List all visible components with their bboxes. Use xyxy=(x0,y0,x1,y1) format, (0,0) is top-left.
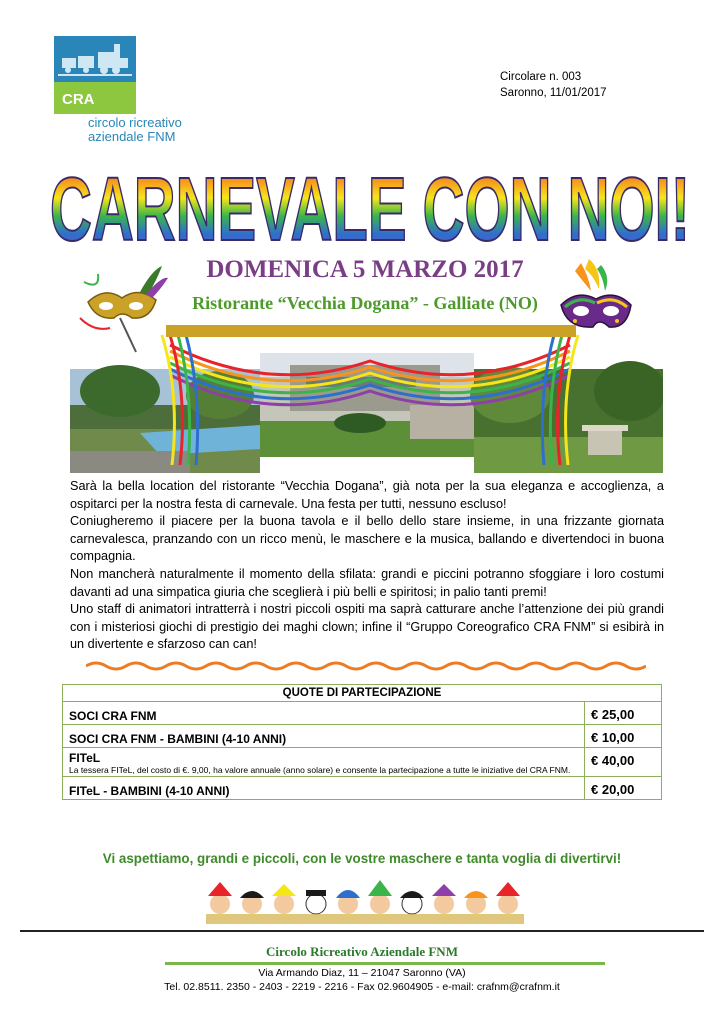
description-paragraph-1: Sarà la bella location del ristorante “Vecchia Dogana”, già nota per la sua eleganza e accoglienza, a ospitarci per la nostra festa di carnevale. Una festa per tutti, nessuno escluso! xyxy=(70,479,664,511)
footer-organization: Circolo Ricreativo Aziendale FNM xyxy=(266,944,458,959)
description-paragraph-3: Non mancherà naturalmente il momento della sfilata: grandi e piccini potranno sfoggiare i loro costumi davanti ad una simpatica giuria che sceglierà i più belli e spiritosi; in palio tanti premi! xyxy=(70,566,664,599)
event-title xyxy=(40,158,700,250)
price-row-note: La tessera FITeL, del costo di €. 9,00, ha valore annuale (anno solare) e consente la partecipazione a tutte le iniziative del CRA FNM. xyxy=(69,765,571,775)
price-row-label: FITeL - BAMBINI (4-10 ANNI) xyxy=(63,777,585,800)
description-paragraph-4: Uno staff di animatori intratterrà i nostri piccoli ospiti ma saprà catturare anche l’attenzione dei più grandi con i misteriosi giochi di prestigio dei maghi clown; infine il “Gruppo Coreografico CRA FNM” si esibirà in un divertente e sfarzoso can can! xyxy=(70,602,664,652)
description-paragraph-2: Coniugheremo il piacere per la buona tavola e il bello dello stare insieme, in una frizzante giornata carnevalesca, pranzando con un ricco menù, le maschere e la musica, ballando e divertendoci in buona compagnia. xyxy=(70,514,664,564)
closing-message: Vi aspettiamo, grandi e piccoli, con le vostre maschere e tanta voglia di divertirvi! xyxy=(102,851,622,866)
carnival-characters-illustration xyxy=(200,880,530,924)
footer-separator xyxy=(20,930,704,932)
svg-text:CRA: CRA xyxy=(62,91,95,108)
price-row-label-cell xyxy=(63,748,585,777)
price-row xyxy=(63,748,662,777)
price-table-header-row xyxy=(63,685,662,702)
price-table xyxy=(62,684,662,800)
price-row-amount: € 20,00 xyxy=(585,777,662,800)
price-row-amount: € 40,00 xyxy=(585,748,662,777)
price-row-amount: € 10,00 xyxy=(585,725,662,748)
footer-accent-bar xyxy=(165,962,605,965)
event-date: DOMENICA 5 MARZO 2017 xyxy=(206,256,524,283)
footer-contacts: Tel. 02.8511. 2350 - 2403 - 2219 - 2216 - Fax 02.9604905 - e-mail: crafnm@crafnm.it xyxy=(164,981,560,993)
price-row-amount: € 25,00 xyxy=(585,702,662,725)
logo-caption-line-2: aziendale FNM xyxy=(88,129,176,144)
price-row xyxy=(63,777,662,800)
circular-date: Saronno, 11/01/2017 xyxy=(500,87,607,99)
circular-number: Circolare n. 003 xyxy=(500,71,582,83)
decorative-divider xyxy=(86,660,646,672)
event-title-text: CARNEVALE CON NOI! xyxy=(50,160,690,250)
price-row xyxy=(63,702,662,725)
carnival-characters-icon xyxy=(206,880,524,924)
cra-logo xyxy=(54,36,136,114)
event-description xyxy=(70,478,664,654)
logo-caption-line-1: circolo ricreativo xyxy=(88,115,182,130)
price-table-header: QUOTE DI PARTECIPAZIONE xyxy=(63,685,662,702)
price-row-label: FITeL xyxy=(69,751,101,765)
circular-info xyxy=(500,69,607,101)
logo-caption xyxy=(88,116,182,144)
venue-photos xyxy=(70,325,663,473)
price-row-label: SOCI CRA FNM xyxy=(63,702,585,725)
price-row xyxy=(63,725,662,748)
price-row-label: SOCI CRA FNM - BAMBINI (4-10 ANNI) xyxy=(63,725,585,748)
event-venue: Ristorante “Vecchia Dogana” - Galliate (NO) xyxy=(192,293,538,313)
footer-address: Via Armando Diaz, 11 – 21047 Saronno (VA) xyxy=(258,967,466,979)
